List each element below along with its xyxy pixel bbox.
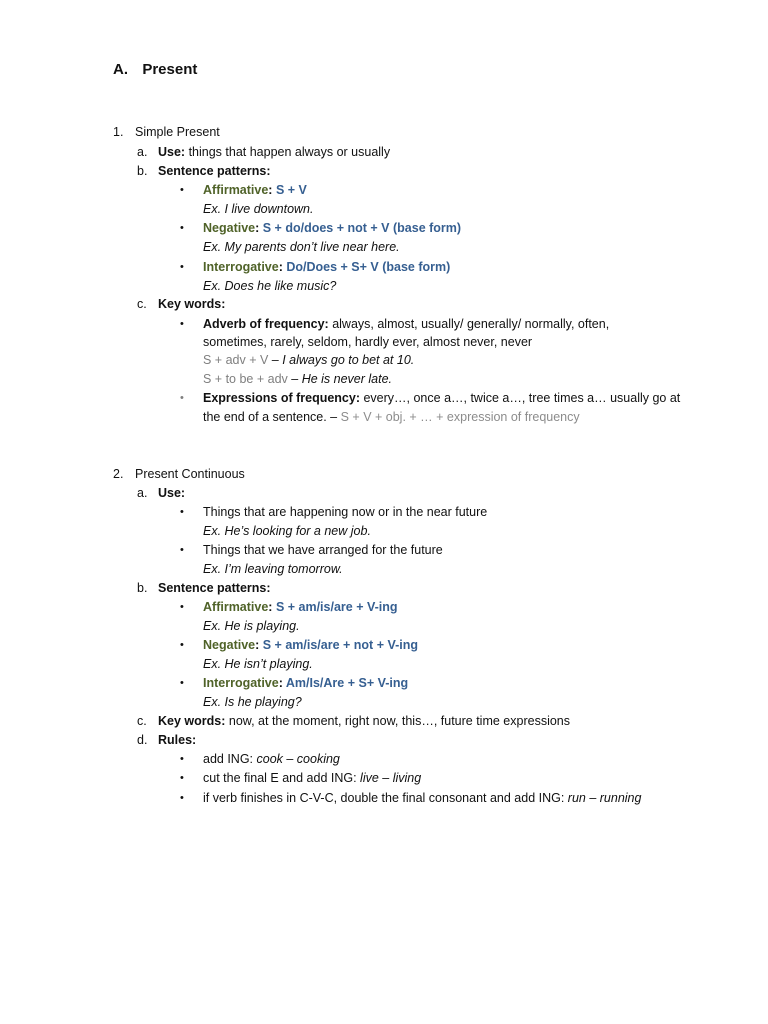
- adverb-frequency-label: Adverb of frequency:: [203, 317, 329, 331]
- interrogative-label: Interrogative: [203, 260, 279, 274]
- affirmative-label: Affirmative: [203, 183, 269, 197]
- adverb-frequency-line: Adverb of frequency: always, almost, usually/ generally/ normally, often,: [203, 317, 610, 331]
- bullet: •: [180, 753, 184, 765]
- use-item-2: Things that we have arranged for the future: [203, 543, 443, 557]
- example-text: Ex. My parents don’t live near here.: [203, 240, 400, 254]
- interrogative-pattern: Am/Is/Are + S+ V-ing: [285, 676, 409, 690]
- key-words-line: [158, 712, 570, 731]
- use-text: things that happen always or usually: [185, 145, 391, 159]
- key-words-label: Key words:: [158, 297, 226, 311]
- sentence-patterns-label: Sentence patterns:: [158, 164, 271, 178]
- interrogative-line: Interrogative: Am/Is/Are + S+ V-ing: [203, 676, 409, 690]
- bullet: •: [180, 222, 184, 234]
- negative-pattern: S + do/does + not + V (base form): [262, 221, 462, 235]
- expressions-frequency-line: Expressions of frequency: every…, once a…, twice a…, tree times a… usually go at: [203, 391, 681, 405]
- heading-title: Present: [142, 61, 198, 78]
- affirmative-pattern: S + V: [275, 183, 307, 197]
- subsection-title-simple-present: Simple Present: [135, 125, 220, 139]
- bullet: •: [180, 639, 184, 651]
- adverb-pattern-2: S + to be + adv – He is never late.: [203, 372, 393, 386]
- section-heading: [113, 60, 197, 79]
- interrogative-label: Interrogative: [203, 676, 279, 690]
- affirmative-pattern: S + am/is/are + V-ing: [275, 600, 398, 614]
- sentence-patterns-label: Sentence patterns:: [158, 581, 271, 595]
- negative-line: Negative: S + am/is/are + not + V-ing: [203, 638, 419, 652]
- negative-label: Negative: [203, 221, 256, 235]
- example-text: Ex. Does he like music?: [203, 279, 337, 293]
- bullet: •: [180, 544, 184, 556]
- adverb-pattern-1: S + adv + V – I always go to bet at 10.: [203, 353, 415, 367]
- example-text: Ex. He isn’t playing.: [203, 657, 313, 671]
- key-words-label: Key words:: [158, 714, 226, 728]
- example-text: Ex. I live downtown.: [203, 202, 314, 216]
- key-words-text: now, at the moment, right now, this…, future time expressions: [225, 714, 570, 728]
- expressions-pattern: S + V + obj. + … + expression of frequency: [340, 410, 580, 424]
- list-marker-a: a.: [137, 145, 148, 159]
- subsection-title-present-continuous: Present Continuous: [135, 467, 245, 481]
- expressions-frequency-line-2: the end of a sentence. – S + V + obj. + … + expression of frequency: [203, 410, 580, 424]
- rules-label: Rules:: [158, 733, 197, 747]
- bullet: •: [180, 601, 184, 613]
- use-item-1: Things that are happening now or in the near future: [203, 505, 488, 519]
- bullet: •: [180, 184, 184, 196]
- list-marker-d: d.: [137, 733, 148, 747]
- example-text: Ex. He’s looking for a new job.: [203, 524, 371, 538]
- bullet: •: [180, 772, 184, 784]
- list-marker-c: c.: [137, 297, 147, 311]
- list-marker-c: c.: [137, 714, 147, 728]
- heading-marker: A.: [113, 61, 128, 78]
- affirmative-label: Affirmative: [203, 600, 269, 614]
- rule-3: if verb finishes in C-V-C, double the final consonant and add ING: run – running: [203, 791, 642, 805]
- example-text: Ex. He is playing.: [203, 619, 300, 633]
- use-label: Use:: [158, 486, 186, 500]
- rule-1: add ING: cook – cooking: [203, 752, 340, 766]
- interrogative-pattern: Do/Does + S+ V (base form): [286, 260, 451, 274]
- bullet: •: [180, 392, 184, 404]
- list-marker-b: b.: [137, 581, 148, 595]
- adverb-frequency-line-2: sometimes, rarely, seldom, hardly ever, almost never, never: [203, 335, 533, 349]
- use-line: [158, 143, 390, 162]
- bullet: •: [180, 506, 184, 518]
- list-marker-a: a.: [137, 486, 148, 500]
- use-label: Use:: [158, 145, 186, 159]
- negative-pattern: S + am/is/are + not + V-ing: [262, 638, 419, 652]
- affirmative-line: Affirmative: S + V: [203, 183, 307, 197]
- negative-line: Negative: S + do/does + not + V (base form): [203, 221, 462, 235]
- bullet: •: [180, 677, 184, 689]
- interrogative-line: Interrogative: Do/Does + S+ V (base form): [203, 260, 451, 274]
- example-text: Ex. I’m leaving tomorrow.: [203, 562, 343, 576]
- affirmative-line: Affirmative: S + am/is/are + V-ing: [203, 600, 398, 614]
- example-text: Ex. Is he playing?: [203, 695, 302, 709]
- bullet: •: [180, 792, 184, 804]
- list-marker-b: b.: [137, 164, 148, 178]
- bullet: •: [180, 261, 184, 273]
- negative-label: Negative: [203, 638, 256, 652]
- bullet: •: [180, 318, 184, 330]
- rule-2: cut the final E and add ING: live – living: [203, 771, 422, 785]
- list-number-2: 2.: [113, 467, 124, 481]
- list-number-1: 1.: [113, 125, 124, 139]
- expressions-frequency-label: Expressions of frequency:: [203, 391, 360, 405]
